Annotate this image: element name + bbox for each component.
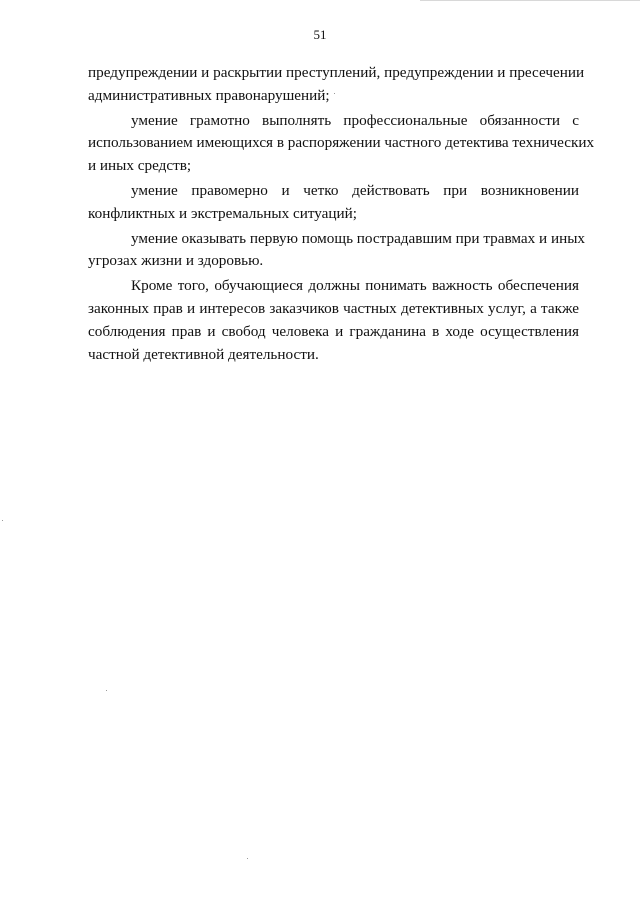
paragraph-2 [88, 110, 595, 178]
paragraph-5 [88, 275, 579, 366]
scan-speck [334, 93, 335, 94]
paragraph-line: умение правомерно и четко действовать при возникновении [131, 181, 579, 199]
paragraph-line: умение грамотно выполнять профессиональные обязанности с [131, 111, 579, 129]
paragraph-line: законных прав и интересов заказчиков частных детективных услуг, а также [88, 299, 579, 317]
body-text [88, 62, 595, 366]
paragraph-line: и иных средств; [88, 157, 192, 175]
paragraph-3 [88, 180, 579, 226]
paragraph-line: частной детективной деятельности. [88, 345, 319, 363]
scan-edge-line [420, 0, 640, 1]
paragraph-line: конфликтных и экстремальных ситуаций; [88, 204, 358, 222]
paragraph-line: предупреждении и раскрытии преступлений, предупреждении и пресечении [88, 64, 585, 81]
paragraph-line: умение оказывать первую помощь пострадавшим при травмах и иных [131, 229, 586, 247]
paragraph-line: угрозах жизни и здоровью. [88, 252, 264, 270]
scan-speck [247, 858, 248, 859]
paragraph-line: административных правонарушений; [88, 86, 330, 104]
paragraph-1 [88, 62, 585, 108]
paragraph-line: использованием имеющихся в распоряжении частного детектива технических [88, 134, 595, 152]
scan-speck [106, 690, 107, 691]
page-number: 51 [313, 27, 327, 42]
paragraph-line: соблюдения прав и свобод человека и гражданина в ходе осуществления [88, 322, 579, 340]
paragraph-line: Кроме того, обучающиеся должны понимать важность обеспечения [131, 277, 579, 295]
paragraph-4 [88, 228, 586, 274]
scan-speck [2, 520, 3, 521]
